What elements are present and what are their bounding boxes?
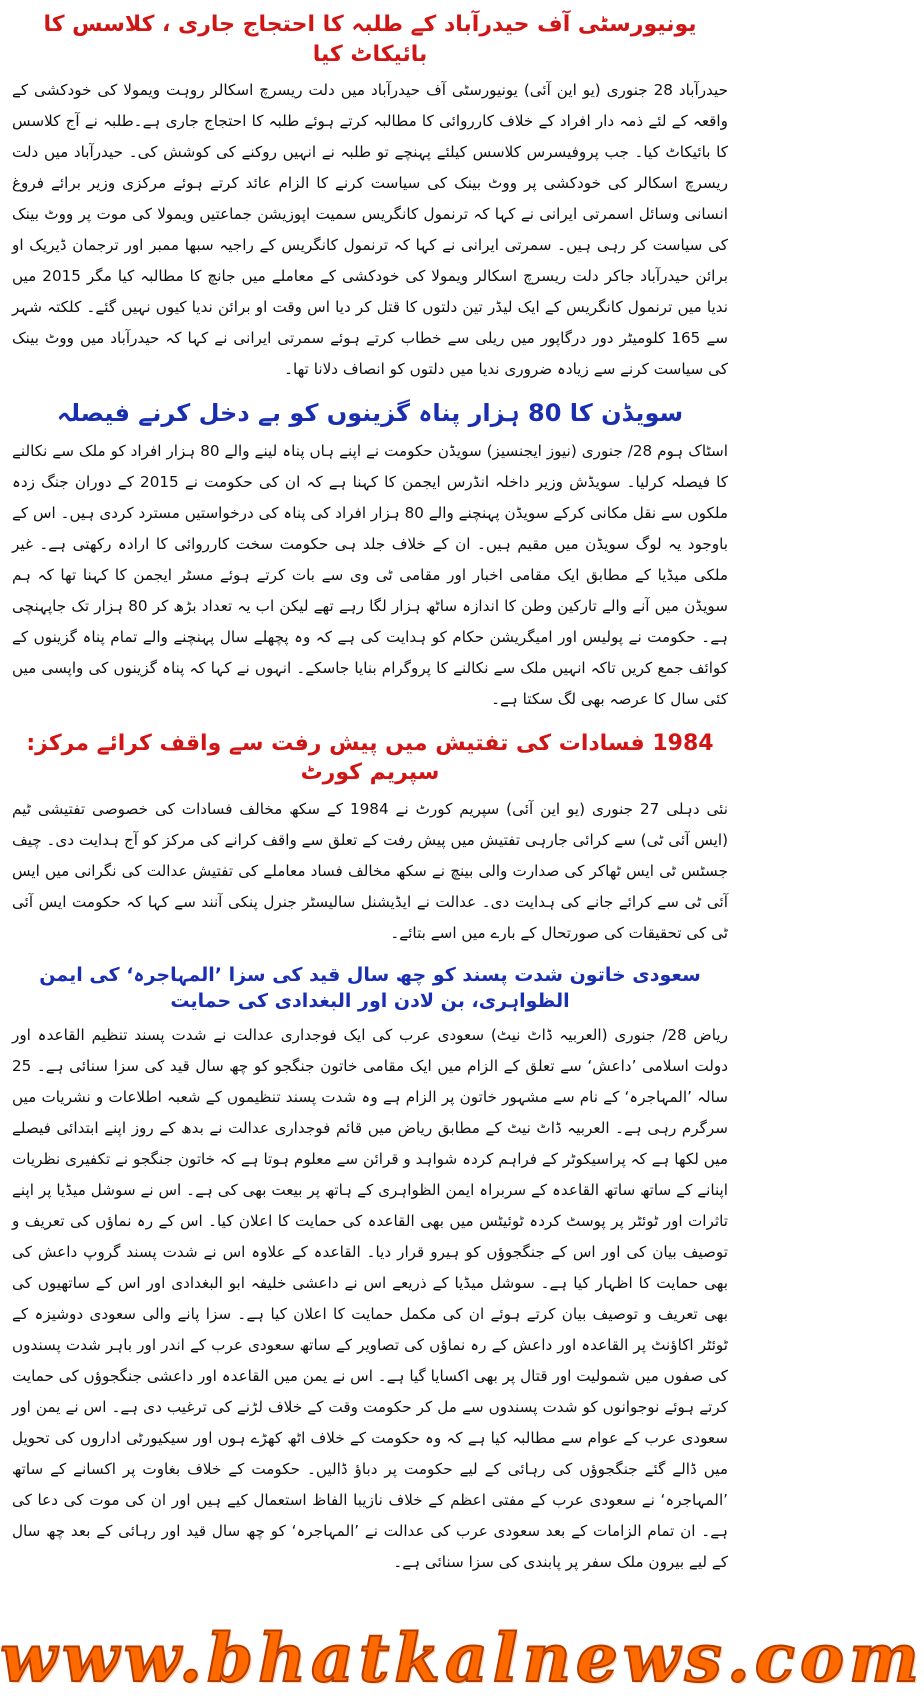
- site-watermark: www.bhatkalnews.com: [0, 1619, 924, 1697]
- article-body-sweden-refugees: اسٹاک ہوم 28/ جنوری (نیوز ایجنسیز) سویڈن حکومت نے اپنے ہاں پناہ لینے والے 80 ہزار افراد کو ملک سے نکالنے کا فیصلہ کرلیا۔ سویڈش وزیر داخلہ انڈرس ایجمن کا کہنا ہے کہ ان کی حکومت نے 2015 کے دوران جنگ زدہ ملکوں سے نقل مکانی کرکے سویڈن پہنچنے والے 80 ہزار افراد کی پناہ کی درخواستیں مسترد کردی ہیں۔ اس کے باوجود یہ لوگ سویڈن میں مقیم ہیں۔ ان کے خلاف جلد ہی حکومت سخت کارروائی کا ارادہ رکھتی ہے۔ غیر ملکی میڈیا کے مطابق ایک مقامی اخبار اور مقامی ٹی وی سے بات کرتے ہوئے مسٹر ایجمن کا کہنا تھا کہ ہم سویڈن میں آنے والے تارکین وطن کا اندازہ ساٹھ ہزار لگا رہے تھے لیکن اب یہ تعداد بڑھ کر 80 ہزار تک جاپہنچی ہے۔ حکومت نے پولیس اور امیگریشن حکام کو ہدایت کی ہے کہ وہ پچھلے سال پہنچنے والے تمام پناہ گزینوں کے کوائف جمع کریں تاکہ انہیں ملک سے نکالنے کا پروگرام بنایا جاسکے۔ انہوں نے کہا کہ پناہ گزینوں کی واپسی میں کئی سال کا عرصہ بھی لگ سکتا ہے۔: [12, 441, 728, 708]
- article-body-hyderabad-university-protest: حیدرآباد 28 جنوری (یو این آئی) یونیورسٹی آف حیدرآباد میں دلت ریسرچ اسکالر روہت ویمولا کی خودکشی کے واقعہ کے لئے ذمہ دار افراد کے خلاف کارروائی کا مطالبہ کرتے ہوئے طلبہ کا احتجاج جاری ہے۔طلبہ نے آج کلاسس کا بائیکاٹ کیا۔ جب پروفیسرس کلاسس کیلئے پہنچے تو طلبہ نے انہیں روکنے کی کوشش کی۔ حیدرآباد میں دلت ریسرچ اسکالر کی خودکشی پر ووٹ بینک کی سیاست کرنے کا الزام عائد کرتے ہوئے مرکزی وزیر برائے فروغ انسانی وسائل اسمرتی ایرانی نے کہا کہ ترنمول کانگریس سمیت اپوزیشن جماعتیں ویمولا کی موت پر ووٹ بینک کی سیاست کر رہی ہیں۔ سمرتی ایرانی نے کہا کہ ترنمول کانگریس کے راجیہ سبھا ممبر اور ترجمان ڈیریک او برائن حیدرآباد جاکر دلت ریسرچ اسکالر ویمولا کی خودکشی کے معاملے میں جانچ کا مطالبہ کیا مگر 2015 میں ندیا میں ترنمول کانگریس کے ایک لیڈر تین دلتوں کا قتل کر دیا اس وقت او برائن ندیا کیوں نہیں گئے۔ کلکتہ شہر سے 165 کلومیٹر دور درگاپور میں ریلی سے خطاب کرتے ہوئے سمرتی ایرانی نے کہا کہ حیدرآباد میں ووٹ بینک کی سیاست کرنے سے زیادہ ضروری ندیا میں دلتوں کو انصاف دلانا تھا۔: [12, 81, 728, 379]
- newspaper-page: [12, 0, 728, 1578]
- headline-hyderabad-university-protest: یونیورسٹی آف حیدرآباد کے طلبہ کا احتجاج جاری ، کلاسس کا بائیکاٹ کیا: [43, 12, 697, 67]
- headline-1984-riots-investigation: 1984 فسادات کی تفتیش میں پیش رفت سے واقف کرائے مرکز: سپریم کورٹ: [26, 730, 714, 786]
- article-body-1984-riots-investigation: نئی دہلی 27 جنوری (یو این آئی) سپریم کورٹ نے 1984 کے سکھ مخالف فسادات کی خصوصی تفتیشی ٹیم (ایس آئی ٹی) سے کرائی جارہی تفتیش میں پیش رفت کے تعلق سے واقف کرانے کی مرکز کو آج ہدایت دی۔ چیف جسٹس ٹی ایس ٹھاکر کی صدارت والی بینچ نے سکھ مخالف فساد معاملے کی تفتیش عدالت کی نگرانی میں ایس آئی ٹی سے کرائے جانے کی ہدایت دی۔ عدالت نے ایڈیشنل سالیسٹر جنرل پنکی آنند سے کہا کہ حکومت ایس آئی ٹی کی تحقیقات کی صورتحال کے بارے میں اسے بتائے۔: [12, 800, 728, 943]
- headline-saudi-woman-sentenced: سعودی خاتون شدت پسند کو چھ سال قید کی سزا ’المہاجرہ‘ کی ایمن الظواہری، بن لادن اور البغدادی کی حمایت: [39, 964, 701, 1012]
- article-body-saudi-woman-sentenced: ریاض 28/ جنوری (العربیہ ڈاٹ نیٹ) سعودی عرب کی ایک فوجداری عدالت نے شدت پسند تنظیم القاعدہ اور دولت اسلامی ’داعش‘ سے تعلق کے الزام میں ایک مقامی خاتون جنگجو کو چھ سال قید کی سزا سنائی ہے۔ 25 سالہ ’المہاجرہ‘ کے نام سے مشہور خاتون پر الزام ہے وہ شدت پسند تنظیموں کے شعبہ اطلاعات و نشریات میں سرگرم رہی ہے۔ العربیہ ڈاٹ نیٹ کے مطابق ریاض میں قائم فوجداری عدالت نے بدھ کے روز اپنے ابتدائی فیصلے میں لکھا ہے کہ پراسیکوٹر کے فراہم کردہ شواہد و قرائن سے معلوم ہوتا ہے کہ خاتون جنگجو نے تکفیری نظریات اپنانے کے ساتھ ساتھ القاعدہ کے سربراہ ایمن الظواہری کے ہاتھ پر بیعت بھی کی ہے۔ اس نے سوشل میڈیا پر اپنے تاثرات اور ٹوئٹر پر پوسٹ کردہ ٹوئیٹس میں بھی القاعدہ کی حمایت کا اعلان کیا۔ اس کے رہ نماؤں کی تعریف و توصیف بیان کی اور اس کے جنگجوؤں کو ہیرو قرار دیا۔ القاعدہ کے علاوہ اس نے شدت پسند گروپ داعش کی بھی حمایت کا اظہار کیا ہے۔ سوشل میڈیا کے ذریعے اس نے داعشی خلیفہ ابو البغدادی اور اس کے ساتھیوں کی بھی تعریف و توصیف بیان کرتے ہوئے ان کی مکمل حمایت کا اعلان کیا ہے۔ سزا پانے والی سعودی دوشیزہ کے ٹوئٹر اکاؤنٹ پر القاعدہ اور داعش کے رہ نماؤں کی تصاویر کے ساتھ سعودی عرب کے اندر اور باہر شدت پسندوں کی صفوں میں شمولیت اور قتال پر بھی اکسایا گیا ہے۔ اس نے یمن میں القاعدہ اور داعشی جنگجوؤں کی حمایت کرتے ہوئے نوجوانوں کو شدت پسندوں سے مل کر حکومت وقت کے خلاف لڑنے کی ترغیب دی ہے۔ اس نے یمن اور سعودی عرب کے عوام سے مطالبہ کیا ہے کہ وہ حکومت کے خلاف اٹھ کھڑے ہوں اور سیکیورٹی اداروں کی تحویل میں ڈالے گئے جنگجوؤں کی رہائی کے لیے حکومت پر دباؤ ڈالیں۔ حکومت کے خلاف بغاوت پر اکسانے کے ساتھ ’المہاجرہ‘ نے سعودی عرب کے مفتی اعظم کے خلاف نازیبا الفاظ استعمال کیے ہیں اور ان کی موت کی دعا کی ہے۔ ان تمام الزامات کے بعد سعودی عرب کی عدالت نے ’المہاجرہ‘ کو چھ سال قید اور رہائی کے بعد چھ سال کے لیے بیرون ملک سفر پر پابندی کی سزا سنائی ہے۔: [12, 1026, 728, 1572]
- headline-sweden-refugees: سویڈن کا 80 ہزار پناہ گزینوں کو بے دخل کرنے فیصلہ: [56, 399, 684, 428]
